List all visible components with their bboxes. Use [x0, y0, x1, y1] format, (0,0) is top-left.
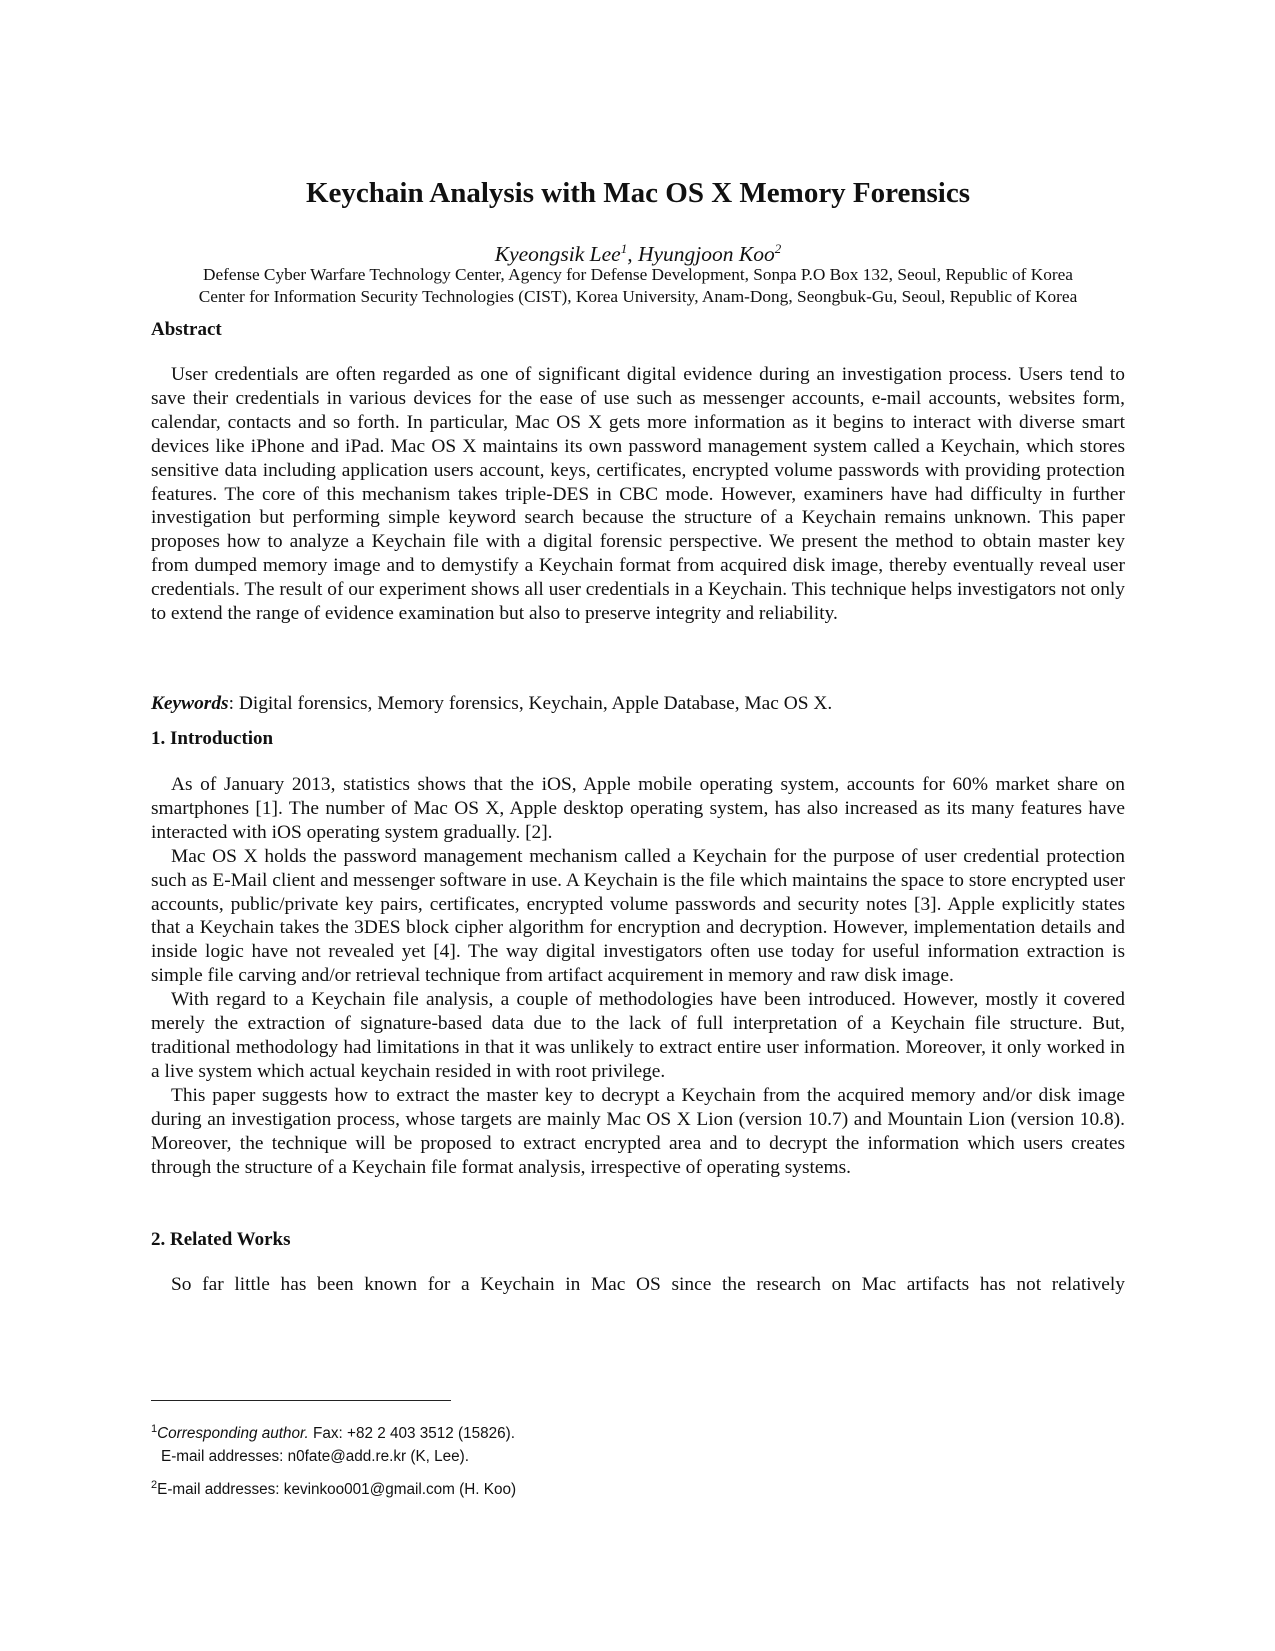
keywords-label: Keywords — [151, 693, 229, 714]
footnote-1 — [151, 1418, 1125, 1468]
footnote-1-email: E-mail addresses: n0fate@add.re.kr (K, Lee). — [161, 1448, 470, 1465]
introduction-paragraph: Mac OS X holds the password management mechanism called a Keychain for the purpose of user credential protection such as E-Mail client and messenger software in use. A Keychain is the file which maintains the space to store encrypted user accounts, public/private key pairs, certificates, encrypted volume passwords and security notes [3]. Apple explicitly states that a Keychain takes the 3DES block cipher algorithm for encryption and decryption. However, implementation details and inside logic have not revealed yet [4]. The way digital investigators often use today for useful information extraction is simple file carving and/or retrieval technique from artifact acquirement in memory and raw disk image. — [151, 845, 1125, 987]
affiliation-2: Center for Information Security Technologies (CIST), Korea University, Anam-Dong, Seongbuk-Gu, Seoul, Republic of Korea — [198, 287, 1078, 306]
author-2: Hyungjoon Koo — [637, 242, 775, 267]
introduction-paragraph: As of January 2013, statistics shows that the iOS, Apple mobile operating system, accounts for 60% market share on smartphones [1]. The number of Mac OS X, Apple desktop operating system, has also increased as its many features have interacted with iOS operating system gradually. [2]. — [151, 774, 1125, 843]
introduction-body — [151, 773, 1125, 1179]
abstract-heading: Abstract — [151, 319, 222, 340]
footnote-divider — [151, 1400, 451, 1401]
abstract-text: User credentials are often regarded as one of significant digital evidence during an investigation process. Users tend to save their credentials in various devices for the ease of use such as messenger accounts, e-mail accounts, websites form, calendar, contacts and so forth. In particular, Mac OS X gets more information as it begins to interact with diverse smart devices like iPhone and iPad. Mac OS X maintains its own password management system called a Keychain, which stores sensitive data including application users account, keys, certificates, encrypted volume passwords with providing protection features. The core of this mechanism takes triple-DES in CBC mode. However, examiners have had difficulty in further investigation but performing simple keyword search because the structure of a Keychain remains unknown. This paper proposes how to analyze a Keychain file with a digital forensic perspective. We present the method to obtain master key from dumped memory image and to demystify a Keychain format from acquired disk image, thereby eventually reveal user credentials. The result of our experiment shows all user credentials in a Keychain. This technique helps investigators not only to extend the range of evidence examination but also to preserve integrity and reliability. — [151, 364, 1125, 625]
footnote-2-email: E-mail addresses: kevinkoo001@gmail.com (H. Koo) — [157, 1481, 517, 1498]
introduction-paragraph: With regard to a Keychain file analysis, a couple of methodologies have been introduced. However, mostly it covered merely the extraction of signature-based data due to the lack of full interpretation of a Keychain file structure. But, traditional methodology had limitations in that it was unlikely to extract entire user information. Moreover, it only worked in a live system which actual keychain resided in with root privilege. — [151, 989, 1125, 1082]
related-works-body — [151, 1273, 1125, 1297]
author-1: Kyeongsik Lee — [494, 242, 621, 267]
footnote-2-mark: 2 — [151, 1479, 158, 1491]
abstract-body — [151, 363, 1125, 626]
author-2-mark: 2 — [774, 241, 782, 256]
related-works-paragraph: So far little has been known for a Keychain in Mac OS since the research on Mac artifacts has not relatively — [171, 1274, 1125, 1295]
footnote-1-label: Corresponding author. — [157, 1425, 309, 1442]
section-heading-related-works: 2. Related Works — [151, 1229, 291, 1250]
introduction-paragraph: This paper suggests how to extract the master key to decrypt a Keychain from the acquired memory and/or disk image during an investigation process, whose targets are mainly Mac OS X Lion (version 10.7) and Mountain Lion (version 10.8). Moreover, the technique will be proposed to extract encrypted area and to decrypt the information which users creates through the structure of a Keychain file format analysis, irrespective of operating systems. — [151, 1084, 1125, 1178]
footnote-1-line-1 — [151, 1418, 1125, 1445]
author-1-mark: 1 — [620, 241, 628, 256]
section-heading-introduction: 1. Introduction — [151, 728, 274, 749]
keywords-text: : Digital forensics, Memory forensics, Keychain, Apple Database, Mac OS X. — [228, 693, 833, 714]
paper-title: Keychain Analysis with Mac OS X Memory Forensics — [305, 177, 970, 209]
keywords-line — [151, 692, 832, 716]
footnote-1-mark: 1 — [151, 1423, 158, 1435]
author-line — [151, 236, 1125, 267]
footnote-1-fax: Fax: +82 2 403 3512 (15826). — [313, 1425, 516, 1442]
author-separator: , — [627, 242, 638, 267]
affiliation-1: Defense Cyber Warfare Technology Center, Agency for Defense Development, Sonpa P.O Box 132, Seoul, Republic of Korea — [203, 265, 1073, 284]
footnote-2 — [151, 1474, 1125, 1501]
